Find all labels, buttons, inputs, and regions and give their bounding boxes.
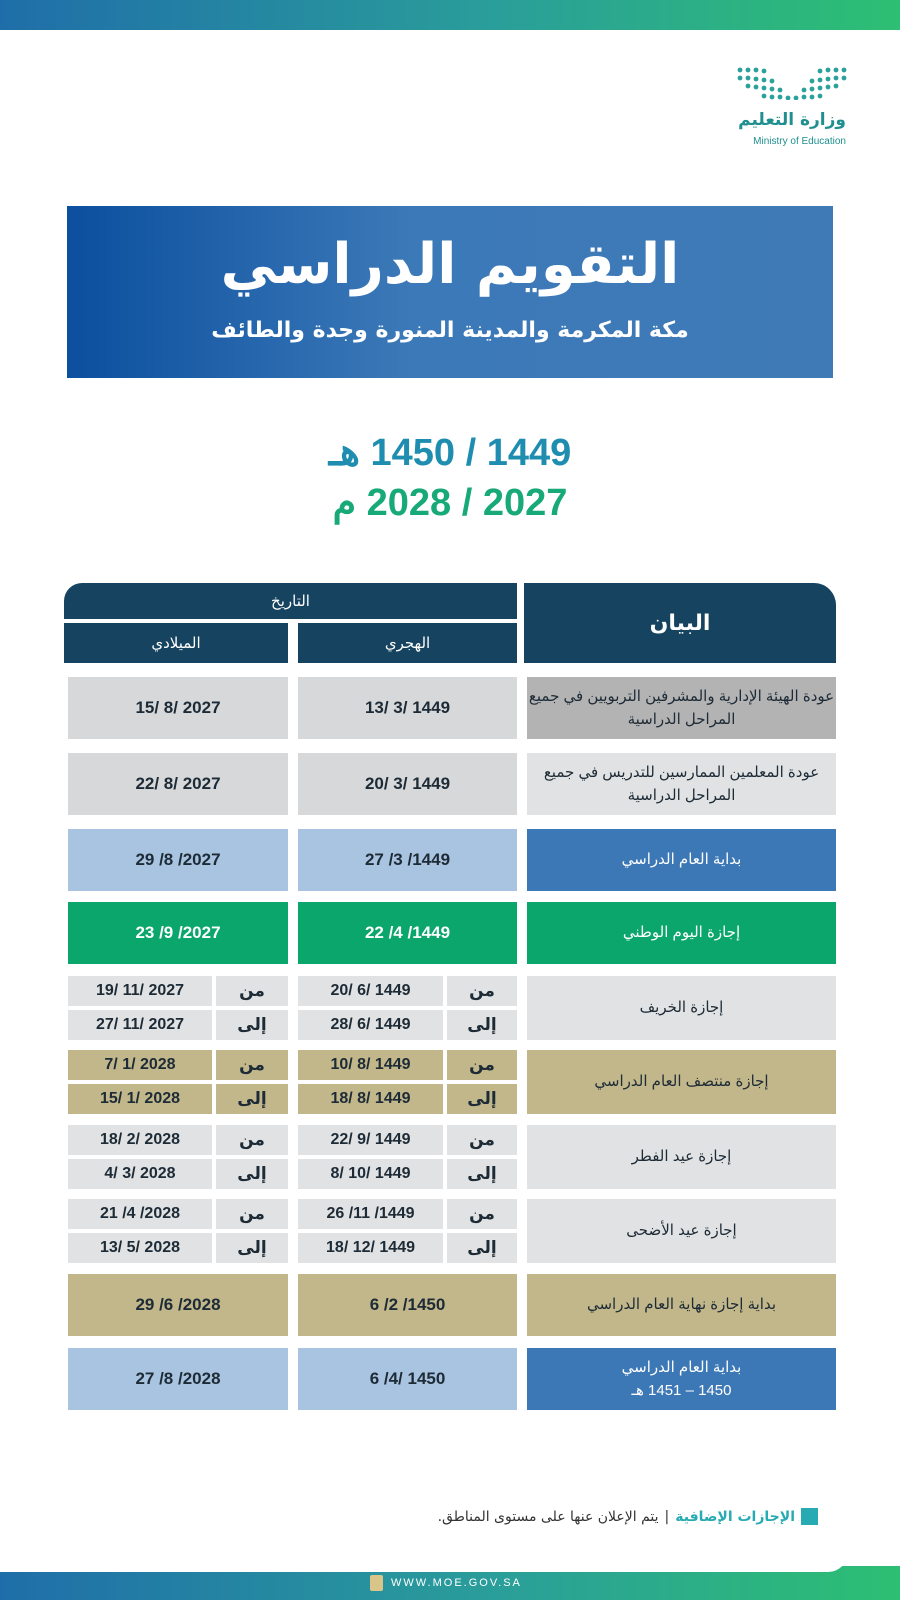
gregorian-to-date: 27/ 11/ 2027 xyxy=(68,1010,212,1040)
hijri-from-date: 26 /11 /1449 xyxy=(298,1199,443,1229)
to-label: إلى xyxy=(447,1084,517,1114)
row-label: إجازة عيد الفطر xyxy=(527,1125,836,1189)
from-label: من xyxy=(447,1050,517,1080)
footer-note xyxy=(438,1508,818,1525)
row-gregorian-date: 29 /6 /2028 xyxy=(68,1274,288,1336)
row-gregorian-date: 27 /8 /2028 xyxy=(68,1348,288,1410)
gregorian-to-date: 13/ 5/ 2028 xyxy=(68,1233,212,1263)
row-label: إجازة عيد الأضحى xyxy=(527,1199,836,1263)
row-hijri-date: 13/ 3/ 1449 xyxy=(298,677,517,739)
row-label: إجازة اليوم الوطني xyxy=(527,902,836,964)
header-hijri: الهجري xyxy=(298,623,517,663)
row-label: عودة الهيئة الإدارية والمشرفين التربويين في جميع المراحل الدراسية xyxy=(527,677,836,739)
header-bayan: البيان xyxy=(524,583,836,663)
to-label: إلى xyxy=(447,1233,517,1263)
hijri-from-date: 20/ 6/ 1449 xyxy=(298,976,443,1006)
page-title: التقويم الدراسي xyxy=(220,232,680,297)
header-date: التاريخ xyxy=(64,583,517,619)
gregorian-from-date: 19/ 11/ 2027 xyxy=(68,976,212,1006)
row-gregorian-date: 29 /8 /2027 xyxy=(68,829,288,891)
gregorian-to-date: 4/ 3/ 2028 xyxy=(68,1159,212,1189)
to-label: إلى xyxy=(216,1233,288,1263)
hijri-from-date: 10/ 8/ 1449 xyxy=(298,1050,443,1080)
website-emblem-icon xyxy=(370,1575,383,1591)
website-text: WWW.MOE.GOV.SA xyxy=(391,1577,522,1589)
hijri-to-date: 28/ 6/ 1449 xyxy=(298,1010,443,1040)
note-square-icon xyxy=(801,1508,818,1525)
row-label: عودة المعلمين الممارسين للتدريس في جميع المراحل الدراسية xyxy=(527,753,836,815)
hijri-to-date: 18/ 8/ 1449 xyxy=(298,1084,443,1114)
to-label: إلى xyxy=(216,1159,288,1189)
note-text: يتم الإعلان عنها على مستوى المناطق. xyxy=(437,1508,659,1525)
row-hijri-date: 27 /3 /1449 xyxy=(298,829,517,891)
header-gregorian: الميلادي xyxy=(64,623,288,663)
top-gradient-bar xyxy=(0,0,900,30)
row-hijri-date: 6 /4/ 1450 xyxy=(298,1348,517,1410)
row-gregorian-date: 23 /9 /2027 xyxy=(68,902,288,964)
gregorian-from-date: 7/ 1/ 2028 xyxy=(68,1050,212,1080)
hijri-to-date: 18/ 12/ 1449 xyxy=(298,1233,443,1263)
from-label: من xyxy=(447,1125,517,1155)
gregorian-from-date: 21 /4 /2028 xyxy=(68,1199,212,1229)
row-gregorian-date: 22/ 8/ 2027 xyxy=(68,753,288,815)
gregorian-to-date: 15/ 1/ 2028 xyxy=(68,1084,212,1114)
row-label-block xyxy=(527,1348,836,1410)
row-label: بداية العام الدراسي xyxy=(621,1358,742,1376)
to-label: إلى xyxy=(447,1159,517,1189)
logo-arabic-text: وزارة التعليم xyxy=(738,110,846,130)
from-label: من xyxy=(216,976,288,1006)
to-label: إلى xyxy=(216,1084,288,1114)
logo-dots-icon xyxy=(736,66,848,100)
bottom-curve-mask xyxy=(0,1552,848,1572)
title-banner xyxy=(67,206,833,378)
row-label: إجازة منتصف العام الدراسي xyxy=(527,1050,836,1114)
hijri-to-date: 8/ 10/ 1449 xyxy=(298,1159,443,1189)
to-label: إلى xyxy=(447,1010,517,1040)
to-label: إلى xyxy=(216,1010,288,1040)
row-gregorian-date: 15/ 8/ 2027 xyxy=(68,677,288,739)
row-label: إجازة الخريف xyxy=(527,976,836,1040)
from-label: من xyxy=(216,1199,288,1229)
row-label-year: 1450 – 1451 هـ xyxy=(631,1382,732,1399)
row-hijri-date: 20/ 3/ 1449 xyxy=(298,753,517,815)
website-link[interactable] xyxy=(370,1575,522,1591)
hijri-year-range: 1449 / 1450 هـ xyxy=(328,432,572,474)
gregorian-year-range: 2027 / 2028 م xyxy=(332,482,568,524)
logo-english-text: Ministry of Education xyxy=(753,136,846,147)
row-label: بداية إجازة نهاية العام الدراسي xyxy=(527,1274,836,1336)
from-label: من xyxy=(447,1199,517,1229)
row-label: بداية العام الدراسي xyxy=(527,829,836,891)
row-hijri-date: 22 /4 /1449 xyxy=(298,902,517,964)
page-subtitle: مكة المكرمة والمدينة المنورة وجدة والطائف xyxy=(211,318,689,343)
gregorian-from-date: 18/ 2/ 2028 xyxy=(68,1125,212,1155)
note-label: الإجازات الإضافية xyxy=(675,1508,795,1525)
note-separator: | xyxy=(664,1508,670,1525)
from-label: من xyxy=(216,1050,288,1080)
from-label: من xyxy=(447,976,517,1006)
from-label: من xyxy=(216,1125,288,1155)
hijri-from-date: 22/ 9/ 1449 xyxy=(298,1125,443,1155)
row-hijri-date: 6 /2 /1450 xyxy=(298,1274,517,1336)
ministry-logo xyxy=(698,60,848,155)
